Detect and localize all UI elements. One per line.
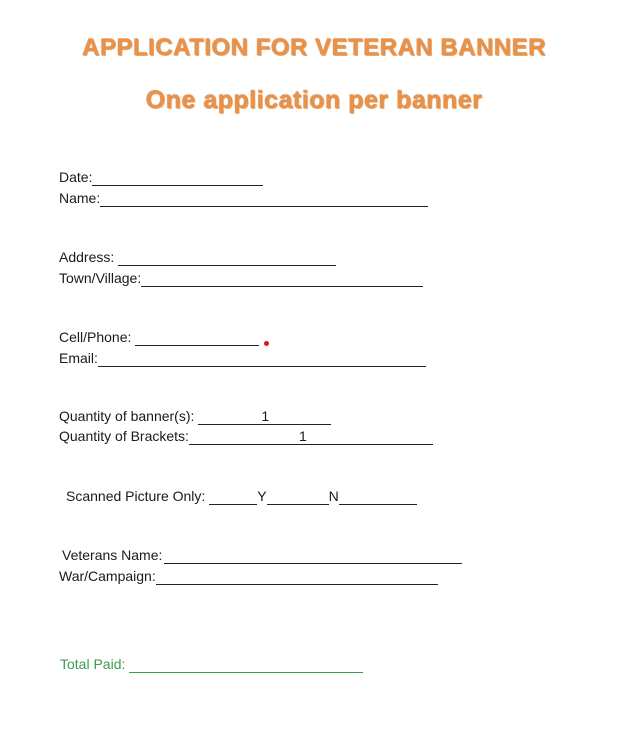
veteran-name-label: Veterans Name: [62,547,163,563]
scanned-no[interactable]: N [328,488,339,504]
phone-field[interactable] [135,332,259,346]
form-title: APPLICATION FOR VETERAN BANNER [82,34,546,61]
scanned-yes-blank[interactable] [267,491,329,505]
date-label: Date: [59,169,93,185]
total-paid-label: Total Paid: [60,656,126,672]
date-field[interactable] [92,172,263,186]
address-label: Address: [59,249,115,265]
scanned-yes[interactable]: Y [257,488,267,504]
total-paid-field[interactable] [129,659,363,673]
name-row [59,189,428,207]
banner-qty-row [59,407,331,425]
war-field[interactable] [156,571,438,585]
phone-row [59,328,259,346]
town-row [59,269,423,287]
date-row [59,168,263,186]
bracket-qty-field[interactable] [189,428,433,445]
total-paid-row [60,655,363,673]
veteran-name-row [62,546,462,564]
veteran-name-field[interactable] [164,550,462,564]
town-label: Town/Village: [59,270,142,286]
banner-qty-label: Quantity of banner(s): [59,408,195,424]
scanned-label: Scanned Picture Only: [66,488,206,504]
email-label: Email: [59,350,98,366]
form-subtitle: One application per banner [145,86,483,114]
email-field[interactable] [98,353,426,367]
bracket-qty-value: 1 [298,428,307,444]
address-row [59,248,336,266]
bracket-qty-row [59,427,433,445]
email-row [59,349,426,367]
name-label: Name: [59,190,101,206]
banner-qty-field[interactable] [198,408,331,425]
red-dot-mark [264,341,269,346]
town-field[interactable] [141,273,423,287]
scanned-blank[interactable] [209,491,257,505]
war-row [59,567,438,585]
bracket-qty-label: Quantity of Brackets: [59,428,189,444]
banner-qty-value: 1 [261,408,270,424]
war-label: War/Campaign: [59,568,156,584]
scanned-picture-row [66,487,417,505]
phone-label: Cell/Phone: [59,329,132,345]
address-field[interactable] [118,252,336,266]
scanned-no-blank[interactable] [339,491,417,505]
name-field[interactable] [100,193,428,207]
